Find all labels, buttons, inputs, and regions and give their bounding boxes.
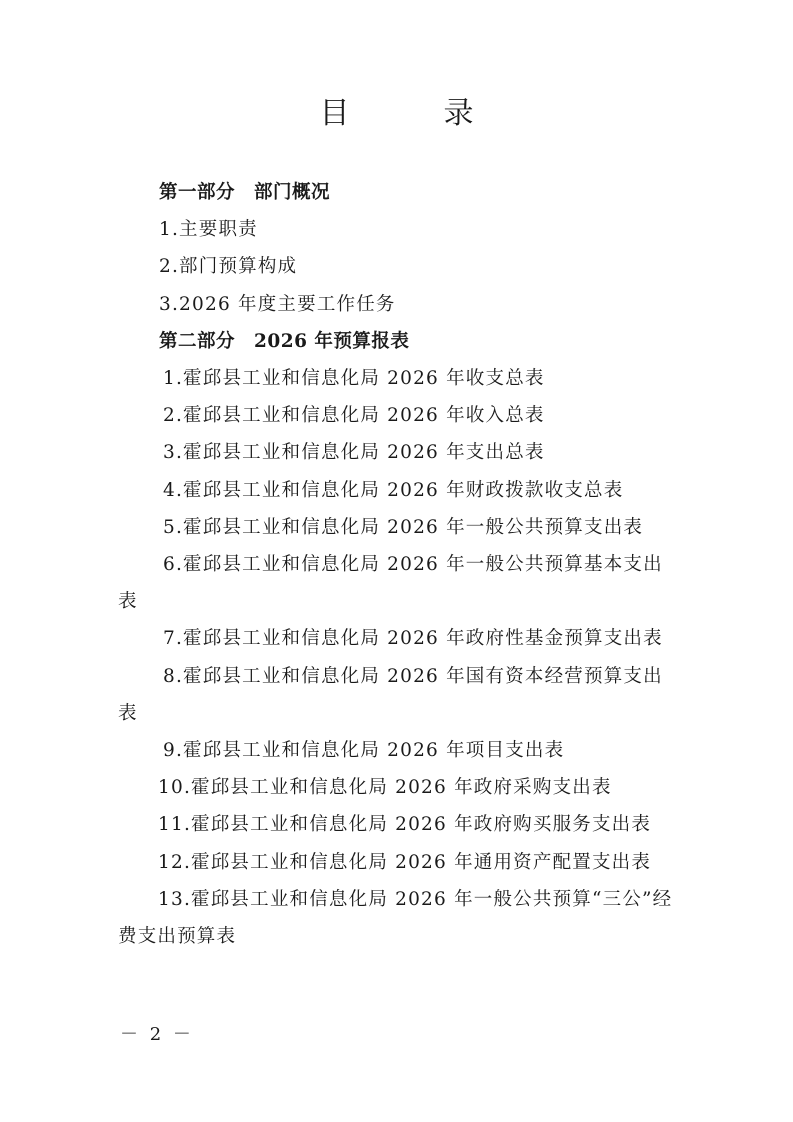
toc-entry: 13.霍邱县工业和信息化局 2026 年一般公共预算“三公”经费支出预算表: [118, 888, 673, 948]
toc-entry: 5.霍邱县工业和信息化局 2026 年一般公共预算支出表: [163, 516, 644, 538]
toc-entry: 8.霍邱县工业和信息化局 2026 年国有资本经营预算支出表: [118, 665, 663, 724]
toc-entry: 11.霍邱县工业和信息化局 2026 年政府购买服务支出表: [158, 814, 652, 836]
toc-entry: 3.霍邱县工业和信息化局 2026 年支出总表: [163, 442, 545, 464]
table-of-contents: [118, 174, 678, 955]
toc-entry: 第一部分 部门概况: [159, 182, 331, 203]
toc-entry: 3.2026 年度主要工作任务: [159, 293, 396, 315]
page-title: 目 录: [319, 96, 506, 131]
toc-entry: 1.霍邱县工业和信息化局 2026 年收支总表: [163, 368, 545, 390]
toc-entry: 6.霍邱县工业和信息化局 2026 年一般公共预算基本支出表: [118, 554, 663, 613]
toc-entry: 4.霍邱县工业和信息化局 2026 年财政拨款收支总表: [163, 479, 624, 501]
toc-entry: 第二部分 2026 年预算报表: [159, 330, 410, 352]
toc-entry: 12.霍邱县工业和信息化局 2026 年通用资产配置支出表: [158, 851, 652, 873]
toc-entry: 7.霍邱县工业和信息化局 2026 年政府性基金预算支出表: [163, 628, 663, 650]
page-number: － 2 －: [120, 1024, 194, 1045]
toc-entry: 9.霍邱县工业和信息化局 2026 年项目支出表: [163, 740, 565, 762]
toc-entry: 2.霍邱县工业和信息化局 2026 年收入总表: [163, 405, 545, 427]
toc-entry: 10.霍邱县工业和信息化局 2026 年政府采购支出表: [158, 777, 612, 799]
toc-entry: 1.主要职责: [159, 219, 258, 241]
toc-entry: 2.部门预算构成: [159, 256, 298, 278]
